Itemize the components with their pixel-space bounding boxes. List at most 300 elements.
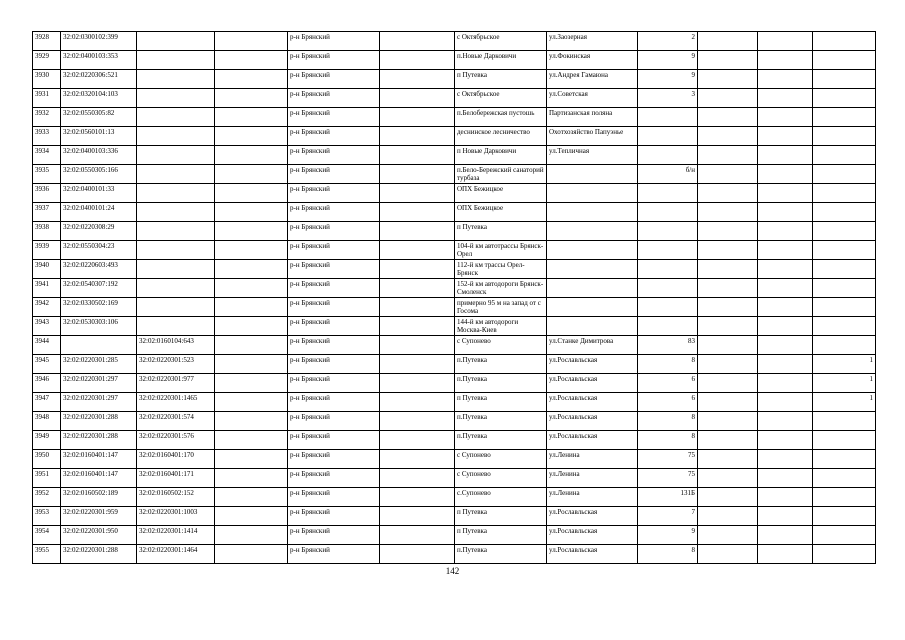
- empty-cell: [215, 450, 288, 469]
- row-number-cell: 3952: [33, 488, 61, 507]
- register-table-body: [33, 32, 876, 564]
- empty-cell: [215, 393, 288, 412]
- street-cell: ул.Ленина: [547, 469, 638, 488]
- empty-cell: [215, 336, 288, 355]
- empty-cell: [380, 450, 455, 469]
- empty-cell: [758, 184, 813, 203]
- locality-cell: 152-й км автодороги Брянск-Смоленск: [455, 279, 547, 298]
- empty-cell: [215, 545, 288, 564]
- house-number-cell: 75: [638, 469, 698, 488]
- table-row: [33, 89, 876, 108]
- district-cell: р-н Брянский: [288, 51, 380, 70]
- locality-cell: 104-й км автотрассы Брянск-Орел: [455, 241, 547, 260]
- street-cell: [547, 241, 638, 260]
- empty-cell: [758, 393, 813, 412]
- row-number-cell: 3946: [33, 374, 61, 393]
- empty-cell: [758, 431, 813, 450]
- empty-cell: [380, 412, 455, 431]
- empty-cell: [698, 127, 758, 146]
- district-cell: р-н Брянский: [288, 127, 380, 146]
- row-number-cell: 3944: [33, 336, 61, 355]
- row-number-cell: 3940: [33, 260, 61, 279]
- empty-cell: [758, 374, 813, 393]
- count-cell: [813, 108, 876, 127]
- cadastral-number-cell: 32:02:0540307:192: [61, 279, 137, 298]
- street-cell: ул.Рославльская: [547, 545, 638, 564]
- locality-cell: п.Путевка: [455, 355, 547, 374]
- house-number-cell: 131Б: [638, 488, 698, 507]
- empty-cell: [380, 431, 455, 450]
- locality-cell: с Супонево: [455, 450, 547, 469]
- count-cell: [813, 51, 876, 70]
- district-cell: р-н Брянский: [288, 336, 380, 355]
- locality-cell: п.Путевка: [455, 545, 547, 564]
- building-cadastral-cell: 32:02:0160401:171: [137, 469, 215, 488]
- empty-cell: [215, 374, 288, 393]
- row-number-cell: 3933: [33, 127, 61, 146]
- cadastral-number-cell: 32:02:0160401:147: [61, 450, 137, 469]
- empty-cell: [215, 412, 288, 431]
- district-cell: р-н Брянский: [288, 488, 380, 507]
- cadastral-number-cell: 32:02:0330502:169: [61, 298, 137, 317]
- street-cell: [547, 317, 638, 336]
- row-number-cell: 3936: [33, 184, 61, 203]
- table-row: [33, 374, 876, 393]
- district-cell: р-н Брянский: [288, 241, 380, 260]
- building-cadastral-cell: 32:02:0160502:152: [137, 488, 215, 507]
- cadastral-number-cell: 32:02:0220301:959: [61, 507, 137, 526]
- locality-cell: п Путевка: [455, 526, 547, 545]
- table-row: [33, 127, 876, 146]
- street-cell: [547, 222, 638, 241]
- empty-cell: [758, 89, 813, 108]
- empty-cell: [215, 184, 288, 203]
- building-cadastral-cell: 32:02:0220301:574: [137, 412, 215, 431]
- street-cell: ул.Станке Димитрова: [547, 336, 638, 355]
- empty-cell: [758, 260, 813, 279]
- locality-cell: п Путевка: [455, 507, 547, 526]
- empty-cell: [215, 469, 288, 488]
- district-cell: р-н Брянский: [288, 184, 380, 203]
- cadastral-number-cell: [61, 336, 137, 355]
- building-cadastral-cell: [137, 260, 215, 279]
- house-number-cell: [638, 203, 698, 222]
- cadastral-number-cell: 32:02:0400103:353: [61, 51, 137, 70]
- street-cell: [547, 260, 638, 279]
- row-number-cell: 3930: [33, 70, 61, 89]
- district-cell: р-н Брянский: [288, 355, 380, 374]
- empty-cell: [758, 222, 813, 241]
- street-cell: ул.Рославльская: [547, 355, 638, 374]
- cadastral-number-cell: 32:02:0220301:288: [61, 431, 137, 450]
- row-number-cell: 3948: [33, 412, 61, 431]
- empty-cell: [215, 279, 288, 298]
- locality-cell: п.Путевка: [455, 412, 547, 431]
- empty-cell: [215, 355, 288, 374]
- cadastral-number-cell: 32:02:0220301:285: [61, 355, 137, 374]
- building-cadastral-cell: [137, 89, 215, 108]
- row-number-cell: 3942: [33, 298, 61, 317]
- table-row: [33, 146, 876, 165]
- count-cell: [813, 450, 876, 469]
- row-number-cell: 3950: [33, 450, 61, 469]
- cadastral-number-cell: 32:02:0220301:297: [61, 374, 137, 393]
- row-number-cell: 3941: [33, 279, 61, 298]
- cadastral-number-cell: 32:02:0320104:103: [61, 89, 137, 108]
- district-cell: р-н Брянский: [288, 165, 380, 184]
- locality-cell: с Супонево: [455, 336, 547, 355]
- building-cadastral-cell: 32:02:0220301:977: [137, 374, 215, 393]
- house-number-cell: 8: [638, 545, 698, 564]
- count-cell: [813, 279, 876, 298]
- table-row: [33, 488, 876, 507]
- cadastral-number-cell: 32:02:0220603:493: [61, 260, 137, 279]
- locality-cell: примерно 95 м на запад от с Госома: [455, 298, 547, 317]
- house-number-cell: 83: [638, 336, 698, 355]
- house-number-cell: 2: [638, 32, 698, 51]
- street-cell: [547, 298, 638, 317]
- table-row: [33, 298, 876, 317]
- count-cell: [813, 70, 876, 89]
- building-cadastral-cell: [137, 51, 215, 70]
- table-row: [33, 450, 876, 469]
- street-cell: ул.Ленина: [547, 488, 638, 507]
- empty-cell: [758, 32, 813, 51]
- house-number-cell: [638, 298, 698, 317]
- empty-cell: [698, 488, 758, 507]
- locality-cell: ОПХ Бежицкое: [455, 184, 547, 203]
- empty-cell: [758, 507, 813, 526]
- row-number-cell: 3955: [33, 545, 61, 564]
- street-cell: ул.Ленина: [547, 450, 638, 469]
- house-number-cell: 8: [638, 412, 698, 431]
- empty-cell: [215, 108, 288, 127]
- empty-cell: [380, 507, 455, 526]
- house-number-cell: 6: [638, 374, 698, 393]
- empty-cell: [215, 89, 288, 108]
- house-number-cell: [638, 222, 698, 241]
- district-cell: р-н Брянский: [288, 469, 380, 488]
- empty-cell: [698, 469, 758, 488]
- street-cell: ул.Андрея Гамаюна: [547, 70, 638, 89]
- empty-cell: [380, 89, 455, 108]
- empty-cell: [380, 469, 455, 488]
- empty-cell: [215, 488, 288, 507]
- empty-cell: [380, 222, 455, 241]
- street-cell: Партизанская поляна: [547, 108, 638, 127]
- table-row: [33, 336, 876, 355]
- district-cell: р-н Брянский: [288, 146, 380, 165]
- empty-cell: [758, 317, 813, 336]
- street-cell: [547, 184, 638, 203]
- building-cadastral-cell: 32:02:0220301:1414: [137, 526, 215, 545]
- row-number-cell: 3938: [33, 222, 61, 241]
- row-number-cell: 3953: [33, 507, 61, 526]
- empty-cell: [698, 165, 758, 184]
- empty-cell: [215, 203, 288, 222]
- empty-cell: [215, 222, 288, 241]
- district-cell: р-н Брянский: [288, 298, 380, 317]
- house-number-cell: б/н: [638, 165, 698, 184]
- empty-cell: [380, 184, 455, 203]
- street-cell: ул.Тепличная: [547, 146, 638, 165]
- empty-cell: [380, 393, 455, 412]
- district-cell: р-н Брянский: [288, 108, 380, 127]
- locality-cell: п.Новые Дарковичи: [455, 51, 547, 70]
- empty-cell: [215, 32, 288, 51]
- building-cadastral-cell: [137, 222, 215, 241]
- row-number-cell: 3939: [33, 241, 61, 260]
- cadastral-number-cell: 32:02:0550304:23: [61, 241, 137, 260]
- building-cadastral-cell: [137, 241, 215, 260]
- empty-cell: [215, 298, 288, 317]
- count-cell: [813, 336, 876, 355]
- empty-cell: [758, 127, 813, 146]
- count-cell: [813, 203, 876, 222]
- count-cell: [813, 507, 876, 526]
- house-number-cell: 8: [638, 355, 698, 374]
- building-cadastral-cell: [137, 127, 215, 146]
- empty-cell: [698, 32, 758, 51]
- empty-cell: [215, 317, 288, 336]
- district-cell: р-н Брянский: [288, 450, 380, 469]
- building-cadastral-cell: 32:02:0160104:643: [137, 336, 215, 355]
- count-cell: [813, 165, 876, 184]
- building-cadastral-cell: [137, 279, 215, 298]
- street-cell: [547, 279, 638, 298]
- street-cell: ул.Советская: [547, 89, 638, 108]
- empty-cell: [758, 450, 813, 469]
- empty-cell: [380, 355, 455, 374]
- cadastral-number-cell: 32:02:0220301:297: [61, 393, 137, 412]
- empty-cell: [380, 127, 455, 146]
- table-row: [33, 51, 876, 70]
- district-cell: р-н Брянский: [288, 89, 380, 108]
- street-cell: ул.Рославльская: [547, 412, 638, 431]
- row-number-cell: 3949: [33, 431, 61, 450]
- count-cell: [813, 127, 876, 146]
- locality-cell: п.Путевка: [455, 431, 547, 450]
- table-row: [33, 32, 876, 51]
- district-cell: р-н Брянский: [288, 412, 380, 431]
- house-number-cell: 9: [638, 526, 698, 545]
- row-number-cell: 3947: [33, 393, 61, 412]
- empty-cell: [758, 203, 813, 222]
- table-row: [33, 431, 876, 450]
- locality-cell: ОПХ Бежицкое: [455, 203, 547, 222]
- house-number-cell: [638, 127, 698, 146]
- count-cell: [813, 184, 876, 203]
- count-cell: [813, 32, 876, 51]
- empty-cell: [215, 241, 288, 260]
- locality-cell: с Супонево: [455, 469, 547, 488]
- empty-cell: [215, 127, 288, 146]
- building-cadastral-cell: [137, 146, 215, 165]
- table-row: [33, 412, 876, 431]
- street-cell: ул.Рославльская: [547, 393, 638, 412]
- building-cadastral-cell: 32:02:0220301:523: [137, 355, 215, 374]
- empty-cell: [758, 165, 813, 184]
- table-row: [33, 393, 876, 412]
- table-row: [33, 222, 876, 241]
- empty-cell: [758, 51, 813, 70]
- house-number-cell: [638, 146, 698, 165]
- table-row: [33, 507, 876, 526]
- building-cadastral-cell: 32:02:0160401:170: [137, 450, 215, 469]
- district-cell: р-н Брянский: [288, 507, 380, 526]
- house-number-cell: 9: [638, 51, 698, 70]
- count-cell: 1: [813, 374, 876, 393]
- count-cell: [813, 260, 876, 279]
- count-cell: [813, 488, 876, 507]
- empty-cell: [698, 184, 758, 203]
- cadastral-number-cell: 32:02:0220301:950: [61, 526, 137, 545]
- street-cell: ул.Рославльская: [547, 507, 638, 526]
- street-cell: ул.Рославльская: [547, 374, 638, 393]
- empty-cell: [380, 545, 455, 564]
- count-cell: [813, 317, 876, 336]
- count-cell: [813, 222, 876, 241]
- locality-cell: п Путевка: [455, 222, 547, 241]
- house-number-cell: 6: [638, 393, 698, 412]
- empty-cell: [215, 260, 288, 279]
- count-cell: 1: [813, 355, 876, 374]
- cadastral-number-cell: 32:02:0560101:13: [61, 127, 137, 146]
- empty-cell: [380, 317, 455, 336]
- district-cell: р-н Брянский: [288, 222, 380, 241]
- row-number-cell: 3931: [33, 89, 61, 108]
- table-row: [33, 317, 876, 336]
- register-table: [32, 31, 876, 564]
- empty-cell: [698, 355, 758, 374]
- district-cell: р-н Брянский: [288, 526, 380, 545]
- count-cell: [813, 412, 876, 431]
- count-cell: [813, 146, 876, 165]
- empty-cell: [758, 336, 813, 355]
- street-cell: ул.Рославльская: [547, 526, 638, 545]
- house-number-cell: 9: [638, 70, 698, 89]
- building-cadastral-cell: 32:02:0220301:1464: [137, 545, 215, 564]
- street-cell: [547, 165, 638, 184]
- row-number-cell: 3951: [33, 469, 61, 488]
- house-number-cell: [638, 184, 698, 203]
- empty-cell: [758, 279, 813, 298]
- empty-cell: [698, 393, 758, 412]
- empty-cell: [698, 374, 758, 393]
- house-number-cell: 75: [638, 450, 698, 469]
- row-number-cell: 3932: [33, 108, 61, 127]
- table-row: [33, 203, 876, 222]
- empty-cell: [698, 317, 758, 336]
- house-number-cell: [638, 241, 698, 260]
- count-cell: 1: [813, 393, 876, 412]
- row-number-cell: 3934: [33, 146, 61, 165]
- table-row: [33, 108, 876, 127]
- empty-cell: [380, 298, 455, 317]
- table-row: [33, 260, 876, 279]
- building-cadastral-cell: [137, 317, 215, 336]
- building-cadastral-cell: [137, 184, 215, 203]
- count-cell: [813, 526, 876, 545]
- cadastral-number-cell: 32:02:0530303:106: [61, 317, 137, 336]
- locality-cell: п.Путевка: [455, 374, 547, 393]
- empty-cell: [758, 108, 813, 127]
- cadastral-number-cell: 32:02:0220308:29: [61, 222, 137, 241]
- locality-cell: п Новые Дарковичи: [455, 146, 547, 165]
- table-row: [33, 241, 876, 260]
- locality-cell: с.Супонево: [455, 488, 547, 507]
- count-cell: [813, 545, 876, 564]
- table-row: [33, 526, 876, 545]
- empty-cell: [698, 526, 758, 545]
- locality-cell: 144-й км автодороги Москва-Киев: [455, 317, 547, 336]
- house-number-cell: 7: [638, 507, 698, 526]
- empty-cell: [698, 222, 758, 241]
- house-number-cell: [638, 317, 698, 336]
- table-row: [33, 469, 876, 488]
- cadastral-number-cell: 32:02:0550305:82: [61, 108, 137, 127]
- row-number-cell: 3929: [33, 51, 61, 70]
- empty-cell: [215, 70, 288, 89]
- empty-cell: [215, 165, 288, 184]
- empty-cell: [698, 203, 758, 222]
- locality-cell: с Октябрьское: [455, 32, 547, 51]
- empty-cell: [758, 412, 813, 431]
- empty-cell: [758, 355, 813, 374]
- empty-cell: [380, 241, 455, 260]
- empty-cell: [698, 70, 758, 89]
- row-number-cell: 3928: [33, 32, 61, 51]
- row-number-cell: 3935: [33, 165, 61, 184]
- cadastral-number-cell: 32:02:0220301:288: [61, 412, 137, 431]
- empty-cell: [698, 298, 758, 317]
- empty-cell: [758, 469, 813, 488]
- table-row: [33, 184, 876, 203]
- empty-cell: [215, 146, 288, 165]
- empty-cell: [380, 336, 455, 355]
- empty-cell: [698, 51, 758, 70]
- row-number-cell: 3943: [33, 317, 61, 336]
- cadastral-number-cell: 32:02:0220301:288: [61, 545, 137, 564]
- table-row: [33, 165, 876, 184]
- cadastral-number-cell: 32:02:0400101:24: [61, 203, 137, 222]
- empty-cell: [698, 146, 758, 165]
- row-number-cell: 3945: [33, 355, 61, 374]
- table-row: [33, 545, 876, 564]
- empty-cell: [380, 203, 455, 222]
- building-cadastral-cell: [137, 70, 215, 89]
- empty-cell: [698, 412, 758, 431]
- house-number-cell: [638, 260, 698, 279]
- empty-cell: [698, 89, 758, 108]
- locality-cell: деснинское лесничество: [455, 127, 547, 146]
- empty-cell: [380, 108, 455, 127]
- table-row: [33, 70, 876, 89]
- empty-cell: [698, 431, 758, 450]
- house-number-cell: 8: [638, 431, 698, 450]
- locality-cell: п.Бело-Бережский санаторий турбаза: [455, 165, 547, 184]
- street-cell: [547, 203, 638, 222]
- empty-cell: [380, 165, 455, 184]
- count-cell: [813, 431, 876, 450]
- street-cell: Охотхозяйство Папуэнье: [547, 127, 638, 146]
- building-cadastral-cell: 32:02:0220301:1465: [137, 393, 215, 412]
- house-number-cell: [638, 108, 698, 127]
- locality-cell: п Путевка: [455, 70, 547, 89]
- empty-cell: [380, 146, 455, 165]
- empty-cell: [380, 70, 455, 89]
- empty-cell: [758, 298, 813, 317]
